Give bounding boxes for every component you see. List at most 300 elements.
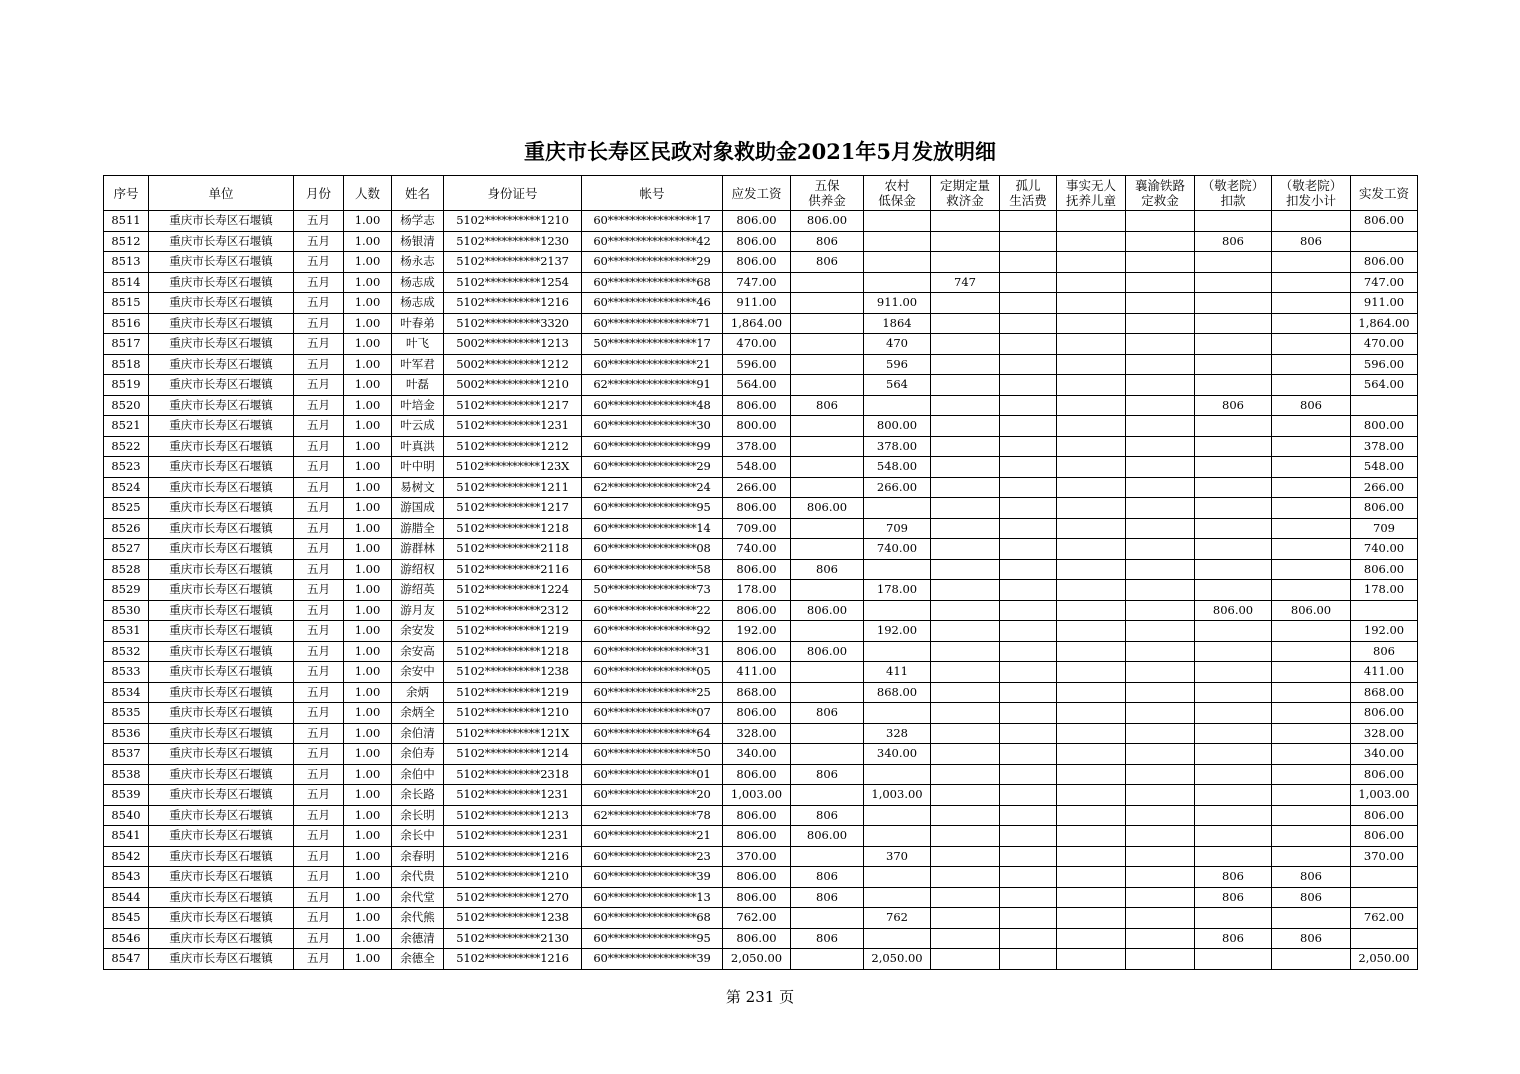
nursing-deduction-cell (1195, 334, 1272, 355)
serial-cell: 8533 (104, 662, 149, 683)
serial-cell: 8515 (104, 293, 149, 314)
serial-cell: 8525 (104, 498, 149, 519)
payable-cell: 800.00 (723, 416, 791, 437)
column-header: 襄渝铁路 定救金 (1126, 176, 1195, 211)
nursing-subtotal-cell (1272, 252, 1351, 273)
rural-dibao-cell (864, 600, 931, 621)
orphan-cell (1000, 293, 1057, 314)
name-cell: 余伯中 (392, 764, 444, 785)
name-cell: 余春明 (392, 846, 444, 867)
count-cell: 1.00 (344, 416, 392, 437)
count-cell: 1.00 (344, 559, 392, 580)
serial-cell: 8519 (104, 375, 149, 396)
account-cell: 50****************73 (582, 580, 723, 601)
month-cell: 五月 (294, 682, 344, 703)
name-cell: 易树文 (392, 477, 444, 498)
table-row (104, 313, 1418, 334)
serial-cell: 8536 (104, 723, 149, 744)
serial-cell: 8513 (104, 252, 149, 273)
unit-cell: 重庆市长寿区石堰镇 (149, 559, 294, 580)
rural-dibao-cell: 740.00 (864, 539, 931, 560)
table-row (104, 723, 1418, 744)
orphan-cell (1000, 375, 1057, 396)
name-cell: 杨银清 (392, 231, 444, 252)
nursing-subtotal-cell (1272, 334, 1351, 355)
account-cell: 60****************99 (582, 436, 723, 457)
nursing-subtotal-cell (1272, 846, 1351, 867)
unit-cell: 重庆市长寿区石堰镇 (149, 723, 294, 744)
unsupported-child-cell (1057, 559, 1126, 580)
id-number-cell: 5102**********1216 (444, 949, 582, 970)
account-cell: 62****************24 (582, 477, 723, 498)
nursing-subtotal-cell (1272, 272, 1351, 293)
orphan-cell (1000, 662, 1057, 683)
unit-cell: 重庆市长寿区石堰镇 (149, 272, 294, 293)
rural-dibao-cell (864, 703, 931, 724)
payable-cell: 806.00 (723, 764, 791, 785)
count-cell: 1.00 (344, 375, 392, 396)
payable-cell: 868.00 (723, 682, 791, 703)
regular-relief-cell (931, 949, 1000, 970)
nursing-deduction-cell (1195, 826, 1272, 847)
name-cell: 余炳全 (392, 703, 444, 724)
count-cell: 1.00 (344, 682, 392, 703)
rural-dibao-cell: 1864 (864, 313, 931, 334)
net-pay-cell: 800.00 (1351, 416, 1418, 437)
nursing-deduction-cell (1195, 764, 1272, 785)
id-number-cell: 5102**********2116 (444, 559, 582, 580)
payable-cell: 806.00 (723, 867, 791, 888)
unit-cell: 重庆市长寿区石堰镇 (149, 477, 294, 498)
month-cell: 五月 (294, 539, 344, 560)
net-pay-cell: 806.00 (1351, 559, 1418, 580)
rural-dibao-cell: 868.00 (864, 682, 931, 703)
month-cell: 五月 (294, 334, 344, 355)
count-cell: 1.00 (344, 662, 392, 683)
id-number-cell: 5002**********1210 (444, 375, 582, 396)
name-cell: 杨志成 (392, 293, 444, 314)
payable-cell: 806.00 (723, 600, 791, 621)
rural-dibao-cell: 378.00 (864, 436, 931, 457)
column-header: 应发工资 (723, 176, 791, 211)
table-row (104, 477, 1418, 498)
rural-dibao-cell: 709 (864, 518, 931, 539)
wubao-cell (791, 416, 864, 437)
nursing-deduction-cell: 806.00 (1195, 600, 1272, 621)
nursing-deduction-cell (1195, 785, 1272, 806)
wubao-cell (791, 621, 864, 642)
railway-relief-cell (1126, 580, 1195, 601)
month-cell: 五月 (294, 395, 344, 416)
nursing-subtotal-cell (1272, 354, 1351, 375)
unit-cell: 重庆市长寿区石堰镇 (149, 354, 294, 375)
id-number-cell: 5102**********1254 (444, 272, 582, 293)
net-pay-cell: 747.00 (1351, 272, 1418, 293)
regular-relief-cell (931, 908, 1000, 929)
nursing-subtotal-cell (1272, 539, 1351, 560)
count-cell: 1.00 (344, 600, 392, 621)
nursing-deduction-cell (1195, 949, 1272, 970)
account-cell: 60****************22 (582, 600, 723, 621)
account-cell: 60****************14 (582, 518, 723, 539)
railway-relief-cell (1126, 457, 1195, 478)
table-row (104, 436, 1418, 457)
rural-dibao-cell (864, 826, 931, 847)
name-cell: 游腊全 (392, 518, 444, 539)
id-number-cell: 5102**********2312 (444, 600, 582, 621)
table-row (104, 293, 1418, 314)
table-row (104, 580, 1418, 601)
unsupported-child-cell (1057, 375, 1126, 396)
wubao-cell: 806 (791, 252, 864, 273)
name-cell: 叶军君 (392, 354, 444, 375)
rural-dibao-cell (864, 395, 931, 416)
rural-dibao-cell: 596 (864, 354, 931, 375)
unsupported-child-cell (1057, 539, 1126, 560)
nursing-deduction-cell (1195, 744, 1272, 765)
wubao-cell (791, 908, 864, 929)
serial-cell: 8546 (104, 928, 149, 949)
serial-cell: 8517 (104, 334, 149, 355)
account-cell: 60****************58 (582, 559, 723, 580)
railway-relief-cell (1126, 805, 1195, 826)
account-cell: 60****************21 (582, 826, 723, 847)
payable-cell: 806.00 (723, 641, 791, 662)
count-cell: 1.00 (344, 293, 392, 314)
regular-relief-cell (931, 723, 1000, 744)
nursing-subtotal-cell (1272, 764, 1351, 785)
nursing-deduction-cell (1195, 641, 1272, 662)
orphan-cell (1000, 559, 1057, 580)
net-pay-cell (1351, 887, 1418, 908)
id-number-cell: 5102**********1238 (444, 908, 582, 929)
table-row (104, 826, 1418, 847)
railway-relief-cell (1126, 293, 1195, 314)
net-pay-cell: 178.00 (1351, 580, 1418, 601)
name-cell: 余德全 (392, 949, 444, 970)
account-cell: 60****************05 (582, 662, 723, 683)
count-cell: 1.00 (344, 539, 392, 560)
payable-cell: 1,864.00 (723, 313, 791, 334)
column-header: 序号 (104, 176, 149, 211)
id-number-cell: 5102**********1219 (444, 621, 582, 642)
railway-relief-cell (1126, 785, 1195, 806)
railway-relief-cell (1126, 846, 1195, 867)
nursing-deduction-cell (1195, 621, 1272, 642)
wubao-cell (791, 457, 864, 478)
unsupported-child-cell (1057, 867, 1126, 888)
net-pay-cell: 868.00 (1351, 682, 1418, 703)
name-cell: 叶培金 (392, 395, 444, 416)
name-cell: 杨志成 (392, 272, 444, 293)
wubao-cell: 806.00 (791, 641, 864, 662)
rural-dibao-cell: 470 (864, 334, 931, 355)
id-number-cell: 5102**********121X (444, 723, 582, 744)
unit-cell: 重庆市长寿区石堰镇 (149, 600, 294, 621)
payable-cell: 328.00 (723, 723, 791, 744)
nursing-deduction-cell (1195, 293, 1272, 314)
column-header: 月份 (294, 176, 344, 211)
table-row (104, 498, 1418, 519)
table-row (104, 846, 1418, 867)
table-row (104, 600, 1418, 621)
payable-cell: 2,050.00 (723, 949, 791, 970)
id-number-cell: 5102**********1217 (444, 395, 582, 416)
wubao-cell (791, 723, 864, 744)
unsupported-child-cell (1057, 252, 1126, 273)
account-cell: 60****************07 (582, 703, 723, 724)
orphan-cell (1000, 436, 1057, 457)
table-row (104, 744, 1418, 765)
month-cell: 五月 (294, 928, 344, 949)
wubao-cell (791, 293, 864, 314)
serial-cell: 8529 (104, 580, 149, 601)
regular-relief-cell (931, 580, 1000, 601)
month-cell: 五月 (294, 600, 344, 621)
nursing-subtotal-cell (1272, 457, 1351, 478)
nursing-deduction-cell: 806 (1195, 395, 1272, 416)
regular-relief-cell (931, 805, 1000, 826)
count-cell: 1.00 (344, 764, 392, 785)
table-row (104, 272, 1418, 293)
payable-cell: 740.00 (723, 539, 791, 560)
id-number-cell: 5102**********1219 (444, 682, 582, 703)
month-cell: 五月 (294, 416, 344, 437)
net-pay-cell: 370.00 (1351, 846, 1418, 867)
id-number-cell: 5102**********1231 (444, 416, 582, 437)
unit-cell: 重庆市长寿区石堰镇 (149, 764, 294, 785)
orphan-cell (1000, 334, 1057, 355)
name-cell: 余伯寿 (392, 744, 444, 765)
regular-relief-cell (931, 211, 1000, 232)
wubao-cell: 806.00 (791, 600, 864, 621)
orphan-cell (1000, 744, 1057, 765)
table-row (104, 764, 1418, 785)
unit-cell: 重庆市长寿区石堰镇 (149, 334, 294, 355)
id-number-cell: 5102**********1210 (444, 703, 582, 724)
count-cell: 1.00 (344, 949, 392, 970)
table-row (104, 559, 1418, 580)
unit-cell: 重庆市长寿区石堰镇 (149, 498, 294, 519)
unsupported-child-cell (1057, 723, 1126, 744)
month-cell: 五月 (294, 498, 344, 519)
id-number-cell: 5102**********1230 (444, 231, 582, 252)
regular-relief-cell (931, 498, 1000, 519)
account-cell: 60****************71 (582, 313, 723, 334)
unit-cell: 重庆市长寿区石堰镇 (149, 621, 294, 642)
payable-cell: 564.00 (723, 375, 791, 396)
name-cell: 余代熊 (392, 908, 444, 929)
serial-cell: 8524 (104, 477, 149, 498)
month-cell: 五月 (294, 764, 344, 785)
net-pay-cell (1351, 928, 1418, 949)
railway-relief-cell (1126, 703, 1195, 724)
nursing-deduction-cell (1195, 313, 1272, 334)
regular-relief-cell (931, 375, 1000, 396)
rural-dibao-cell (864, 805, 931, 826)
net-pay-cell: 328.00 (1351, 723, 1418, 744)
nursing-subtotal-cell (1272, 826, 1351, 847)
name-cell: 余德清 (392, 928, 444, 949)
id-number-cell: 5102**********1270 (444, 887, 582, 908)
month-cell: 五月 (294, 949, 344, 970)
month-cell: 五月 (294, 436, 344, 457)
serial-cell: 8539 (104, 785, 149, 806)
net-pay-cell: 709 (1351, 518, 1418, 539)
unsupported-child-cell (1057, 457, 1126, 478)
wubao-cell (791, 518, 864, 539)
net-pay-cell: 548.00 (1351, 457, 1418, 478)
name-cell: 余安高 (392, 641, 444, 662)
month-cell: 五月 (294, 621, 344, 642)
month-cell: 五月 (294, 252, 344, 273)
nursing-deduction-cell (1195, 272, 1272, 293)
serial-cell: 8547 (104, 949, 149, 970)
nursing-deduction-cell (1195, 559, 1272, 580)
regular-relief-cell (931, 252, 1000, 273)
orphan-cell (1000, 313, 1057, 334)
payable-cell: 762.00 (723, 908, 791, 929)
name-cell: 余代贵 (392, 867, 444, 888)
unsupported-child-cell (1057, 395, 1126, 416)
railway-relief-cell (1126, 498, 1195, 519)
name-cell: 叶磊 (392, 375, 444, 396)
net-pay-cell: 806.00 (1351, 826, 1418, 847)
serial-cell: 8538 (104, 764, 149, 785)
nursing-deduction-cell (1195, 518, 1272, 539)
orphan-cell (1000, 764, 1057, 785)
payable-cell: 806.00 (723, 826, 791, 847)
railway-relief-cell (1126, 211, 1195, 232)
payable-cell: 911.00 (723, 293, 791, 314)
nursing-subtotal-cell: 806.00 (1272, 600, 1351, 621)
orphan-cell (1000, 805, 1057, 826)
serial-cell: 8545 (104, 908, 149, 929)
wubao-cell: 806.00 (791, 826, 864, 847)
unsupported-child-cell (1057, 313, 1126, 334)
month-cell: 五月 (294, 826, 344, 847)
account-cell: 60****************48 (582, 395, 723, 416)
table-row (104, 621, 1418, 642)
unsupported-child-cell (1057, 518, 1126, 539)
month-cell: 五月 (294, 457, 344, 478)
month-cell: 五月 (294, 272, 344, 293)
rural-dibao-cell (864, 231, 931, 252)
id-number-cell: 5102**********2118 (444, 539, 582, 560)
table-row (104, 395, 1418, 416)
rural-dibao-cell (864, 252, 931, 273)
payable-cell: 806.00 (723, 498, 791, 519)
name-cell: 余安中 (392, 662, 444, 683)
unsupported-child-cell (1057, 621, 1126, 642)
railway-relief-cell (1126, 682, 1195, 703)
regular-relief-cell (931, 354, 1000, 375)
nursing-subtotal-cell: 806 (1272, 231, 1351, 252)
column-header: 姓名 (392, 176, 444, 211)
rural-dibao-cell: 328 (864, 723, 931, 744)
wubao-cell (791, 580, 864, 601)
net-pay-cell: 564.00 (1351, 375, 1418, 396)
unit-cell: 重庆市长寿区石堰镇 (149, 375, 294, 396)
payable-cell: 806.00 (723, 231, 791, 252)
column-header: 帐号 (582, 176, 723, 211)
unit-cell: 重庆市长寿区石堰镇 (149, 313, 294, 334)
regular-relief-cell (931, 846, 1000, 867)
orphan-cell (1000, 785, 1057, 806)
railway-relief-cell (1126, 395, 1195, 416)
rural-dibao-cell: 2,050.00 (864, 949, 931, 970)
regular-relief-cell (931, 703, 1000, 724)
unsupported-child-cell (1057, 846, 1126, 867)
month-cell: 五月 (294, 580, 344, 601)
table-row (104, 334, 1418, 355)
table-row (104, 641, 1418, 662)
orphan-cell (1000, 682, 1057, 703)
unsupported-child-cell (1057, 744, 1126, 765)
count-cell: 1.00 (344, 641, 392, 662)
rural-dibao-cell: 411 (864, 662, 931, 683)
net-pay-cell: 806 (1351, 641, 1418, 662)
railway-relief-cell (1126, 272, 1195, 293)
net-pay-cell: 596.00 (1351, 354, 1418, 375)
regular-relief-cell (931, 518, 1000, 539)
unit-cell: 重庆市长寿区石堰镇 (149, 949, 294, 970)
orphan-cell (1000, 908, 1057, 929)
payable-cell: 806.00 (723, 887, 791, 908)
nursing-subtotal-cell (1272, 375, 1351, 396)
unit-cell: 重庆市长寿区石堰镇 (149, 846, 294, 867)
column-header: 实发工资 (1351, 176, 1418, 211)
nursing-deduction-cell (1195, 498, 1272, 519)
column-header: 五保 供养金 (791, 176, 864, 211)
account-cell: 60****************95 (582, 498, 723, 519)
rural-dibao-cell: 370 (864, 846, 931, 867)
month-cell: 五月 (294, 375, 344, 396)
wubao-cell (791, 846, 864, 867)
net-pay-cell: 806.00 (1351, 764, 1418, 785)
id-number-cell: 5102**********1224 (444, 580, 582, 601)
table-row (104, 231, 1418, 252)
count-cell: 1.00 (344, 477, 392, 498)
id-number-cell: 5102**********3320 (444, 313, 582, 334)
count-cell: 1.00 (344, 928, 392, 949)
rural-dibao-cell: 178.00 (864, 580, 931, 601)
id-number-cell: 5102**********1216 (444, 293, 582, 314)
month-cell: 五月 (294, 785, 344, 806)
regular-relief-cell (931, 395, 1000, 416)
railway-relief-cell (1126, 928, 1195, 949)
wubao-cell: 806 (791, 764, 864, 785)
railway-relief-cell (1126, 826, 1195, 847)
wubao-cell: 806 (791, 887, 864, 908)
account-cell: 62****************78 (582, 805, 723, 826)
account-cell: 60****************21 (582, 354, 723, 375)
nursing-deduction-cell (1195, 580, 1272, 601)
unit-cell: 重庆市长寿区石堰镇 (149, 887, 294, 908)
month-cell: 五月 (294, 867, 344, 888)
nursing-deduction-cell (1195, 662, 1272, 683)
serial-cell: 8530 (104, 600, 149, 621)
rural-dibao-cell: 266.00 (864, 477, 931, 498)
wubao-cell (791, 682, 864, 703)
serial-cell: 8522 (104, 436, 149, 457)
count-cell: 1.00 (344, 867, 392, 888)
railway-relief-cell (1126, 477, 1195, 498)
name-cell: 游国成 (392, 498, 444, 519)
railway-relief-cell (1126, 723, 1195, 744)
id-number-cell: 5102**********1213 (444, 805, 582, 826)
railway-relief-cell (1126, 334, 1195, 355)
